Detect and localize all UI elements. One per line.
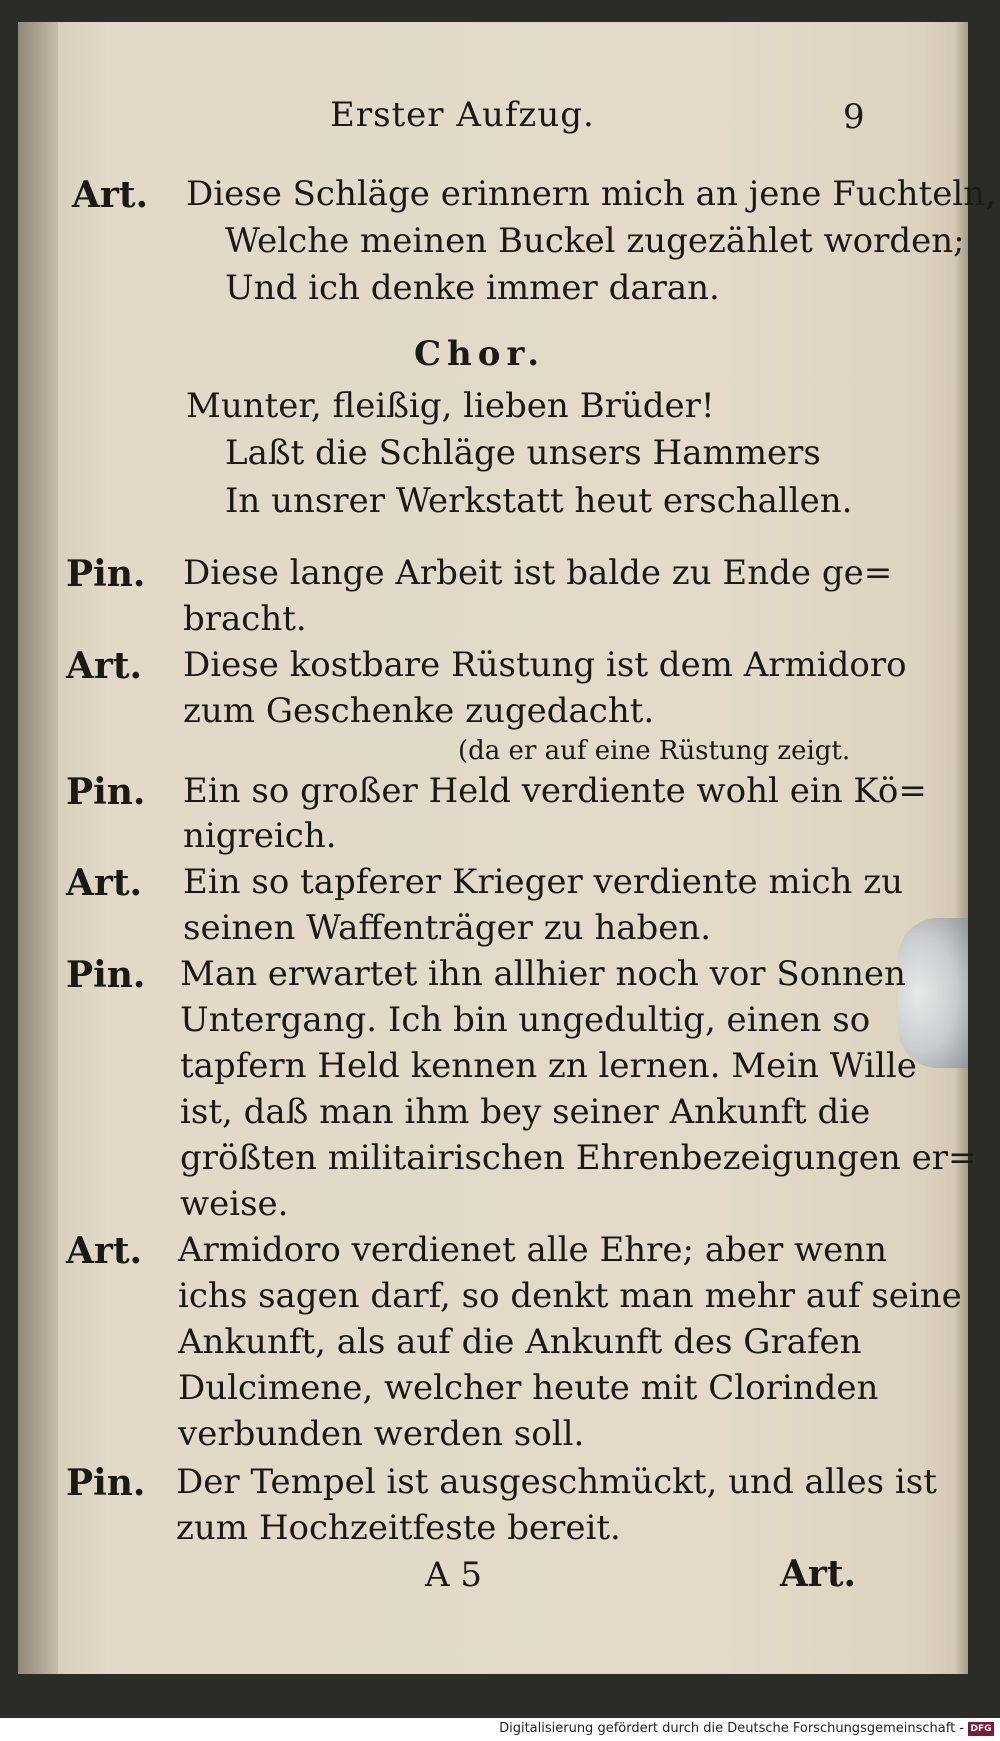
text-line: größten militairischen Ehrenbezeigungen er=: [180, 1138, 977, 1178]
speaker-label: Art.: [72, 174, 149, 216]
text-line: ist, daß man ihm bey seiner Ankunft die: [180, 1092, 871, 1132]
text-line: Ankunft, als auf die Ankunft des Grafen: [178, 1322, 862, 1362]
text-line: seinen Waffenträger zu haben.: [183, 908, 712, 948]
text-line: Munter, fleißig, lieben Brüder!: [186, 386, 715, 426]
text-line: Welche meinen Buckel zugezählet worden;: [225, 221, 965, 261]
text-line: Diese kostbare Rüstung ist dem Armidoro: [183, 645, 907, 685]
text-line: Dulcimene, welcher heute mit Clorinden: [178, 1368, 879, 1408]
text-line: Diese lange Arbeit ist balde zu Ende ge=: [183, 553, 893, 593]
stage-direction: (da er auf eine Rüstung zeigt.: [458, 736, 851, 766]
page-number: 9: [843, 97, 866, 137]
page-edge: [954, 22, 968, 1674]
speaker-label: Art.: [66, 1230, 143, 1272]
text-line: Der Tempel ist ausgeschmückt, und alles ist: [176, 1462, 937, 1502]
speaker-label: Art.: [66, 862, 143, 904]
chorus-heading: Chor.: [414, 334, 546, 374]
text-line: Ein so großer Held verdiente wohl ein Kö=: [183, 771, 927, 811]
text-line: Laßt die Schläge unsers Hammers: [225, 433, 821, 473]
text-line: verbunden werden soll.: [178, 1414, 585, 1454]
catchword: Art.: [780, 1553, 857, 1595]
text-line: Und ich denke immer daran.: [225, 268, 720, 308]
text-line: zum Hochzeitfeste bereit.: [176, 1508, 621, 1548]
book-spine-shadow: [18, 22, 58, 1674]
text-line: Untergang. Ich bin ungedultig, einen so: [180, 1000, 871, 1040]
text-line: In unsrer Werkstatt heut erschallen.: [225, 481, 853, 521]
text-line: Man erwartet ihn allhier noch vor Sonnen: [180, 954, 906, 994]
text-line: zum Geschenke zugedacht.: [183, 691, 655, 731]
speaker-label: Pin.: [66, 1462, 146, 1504]
text-line: bracht.: [183, 599, 307, 639]
digitization-credit: Digitalisierung gefördert durch die Deutsche Forschungsgemeinschaft -: [499, 1721, 964, 1736]
speaker-label: Pin.: [66, 553, 146, 595]
text-line: Ein so tapferer Krieger verdiente mich zu: [183, 862, 904, 902]
signature-mark: A 5: [425, 1555, 482, 1595]
speaker-label: Pin.: [66, 954, 146, 996]
digitization-footer: [0, 1718, 1000, 1741]
text-line: nigreich.: [183, 816, 337, 856]
text-line: tapfern Held kennen zn lernen. Mein Wille: [180, 1046, 917, 1086]
text-line: weise.: [180, 1184, 289, 1224]
running-head: Erster Aufzug.: [330, 95, 595, 135]
text-line: Armidoro verdienet alle Ehre; aber wenn: [178, 1230, 888, 1270]
text-line: ichs sagen darf, so denkt man mehr auf seine: [178, 1276, 962, 1316]
speaker-label: Art.: [66, 645, 143, 687]
text-line: Diese Schläge erinnern mich an jene Fuchteln,: [186, 174, 996, 214]
speaker-label: Pin.: [66, 771, 146, 813]
dfg-logo: DFG: [968, 1722, 994, 1736]
